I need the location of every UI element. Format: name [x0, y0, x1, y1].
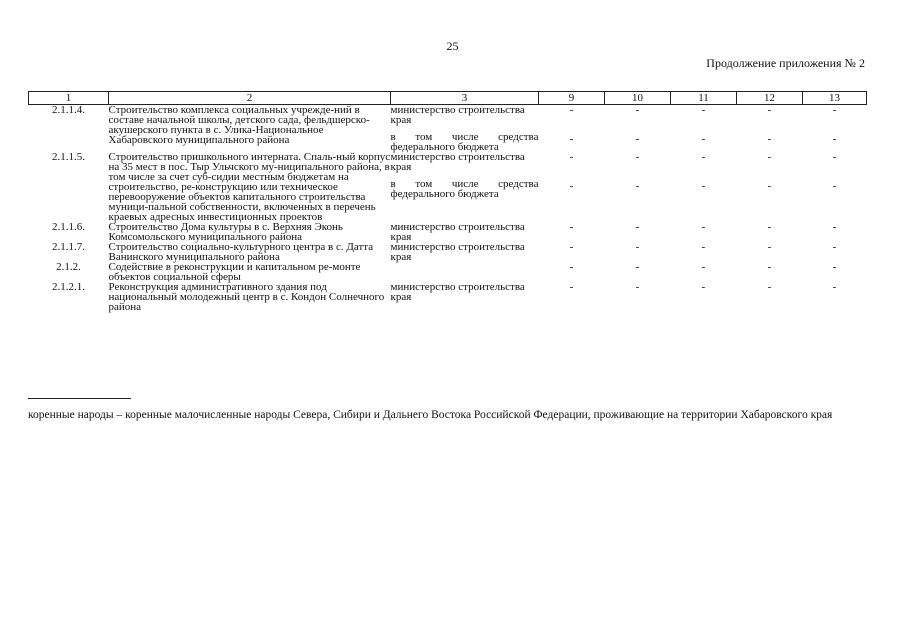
header-cell: 11	[671, 92, 737, 105]
executor-line: в том числе средства федерального бюджета	[390, 178, 539, 200]
row-name: Строительство пришкольного интерната. Спаль-ный корпус на 35 мест в пос. Тыр Ульчского му-ниципального района, в том числе за счет суб-сидии местным бюджетам на строительство, ре-конструкцию или техническое перевооружение объектов капитального строительства муници-пальной собственности, включенных в перечень краевых адресных инвестиционных проектов	[108, 151, 391, 223]
value-dash: -	[701, 151, 706, 163]
value-dash: -	[701, 104, 706, 116]
value-cell	[539, 152, 605, 222]
value-cell	[671, 152, 737, 222]
row-code: 2.1.2.1.	[52, 281, 85, 293]
header-cell: 9	[539, 92, 605, 105]
value-dash: -	[832, 281, 837, 293]
executor-line: министерство строительства края	[390, 221, 525, 243]
executor-line: министерство строительства края	[390, 241, 525, 263]
value-dash: -	[569, 261, 574, 273]
value-cell	[737, 262, 803, 282]
value-dash: -	[569, 104, 574, 116]
value-dash: -	[569, 180, 574, 192]
value-cell	[737, 152, 803, 222]
table-row	[29, 262, 867, 282]
value-dash: -	[569, 281, 574, 293]
value-cell	[803, 222, 867, 242]
continuation-label: Продолжение приложения № 2	[706, 56, 865, 70]
value-dash: -	[635, 104, 640, 116]
footnote: коренные народы – коренные малочисленные народы Севера, Сибири и Дальнего Востока Российской Федерации, проживающие на территории Хабаровского края	[28, 409, 833, 421]
value-cell	[671, 282, 737, 312]
row-executor	[391, 222, 539, 242]
table-row	[29, 282, 867, 312]
value-cell	[539, 262, 605, 282]
value-dash: -	[832, 241, 837, 253]
value-dash: -	[635, 133, 640, 145]
row-executor	[391, 282, 539, 312]
value-dash: -	[767, 241, 772, 253]
row-name: Содействие в реконструкции и капитальном ре-монте объектов социальной сферы	[108, 261, 361, 283]
value-cell	[605, 105, 671, 153]
value-cell	[605, 282, 671, 312]
row-executor	[391, 152, 539, 222]
value-cell	[737, 105, 803, 153]
row-executor	[391, 262, 539, 282]
value-cell	[803, 262, 867, 282]
value-dash: -	[635, 151, 640, 163]
value-cell	[671, 222, 737, 242]
row-code: 2.1.2.	[56, 261, 81, 273]
row-code: 2.1.1.6.	[52, 221, 85, 233]
executor-line: в том числе средства федерального бюджета	[390, 131, 539, 153]
value-cell	[605, 152, 671, 222]
value-cell	[671, 105, 737, 153]
value-cell	[539, 105, 605, 153]
row-name: Строительство социально-культурного центра в с. Датта Ванинского муниципального района	[108, 241, 374, 263]
value-dash: -	[635, 261, 640, 273]
header-cell: 2	[109, 92, 391, 105]
value-dash: -	[569, 221, 574, 233]
header-cell: 3	[391, 92, 539, 105]
value-dash: -	[569, 241, 574, 253]
value-cell	[539, 242, 605, 262]
executor-line: министерство строительства края	[390, 151, 525, 173]
header-cell: 1	[29, 92, 109, 105]
value-dash: -	[767, 281, 772, 293]
value-dash: -	[701, 241, 706, 253]
value-dash: -	[832, 180, 837, 192]
value-cell	[671, 262, 737, 282]
value-dash: -	[635, 281, 640, 293]
value-dash: -	[635, 180, 640, 192]
page-number: 25	[446, 39, 459, 53]
value-dash: -	[832, 261, 837, 273]
value-cell	[737, 222, 803, 242]
row-name: Строительство комплекса социальных учрежде-ний в составе начальной школы, детского сада, фельдшерско-акушерского пункта в с. Улика-Национальное Хабаровского муниципального района	[108, 104, 370, 146]
table-row	[29, 152, 867, 222]
program-table	[28, 91, 867, 312]
value-dash: -	[767, 133, 772, 145]
value-dash: -	[569, 133, 574, 145]
value-cell	[605, 262, 671, 282]
value-dash: -	[832, 151, 837, 163]
table-row	[29, 242, 867, 262]
header-cell: 12	[737, 92, 803, 105]
value-dash: -	[701, 261, 706, 273]
row-code: 2.1.1.5.	[52, 151, 85, 163]
value-dash: -	[832, 104, 837, 116]
header-cell: 10	[605, 92, 671, 105]
value-dash: -	[701, 281, 706, 293]
header-cell: 13	[803, 92, 867, 105]
footnote-separator	[28, 398, 131, 399]
value-cell	[605, 222, 671, 242]
row-executor	[391, 242, 539, 262]
value-cell	[539, 222, 605, 242]
table-row	[29, 105, 867, 153]
value-cell	[803, 282, 867, 312]
row-code: 2.1.1.4.	[52, 104, 85, 116]
value-dash: -	[701, 221, 706, 233]
value-dash: -	[767, 221, 772, 233]
value-dash: -	[832, 221, 837, 233]
value-dash: -	[767, 104, 772, 116]
value-cell	[605, 242, 671, 262]
value-dash: -	[767, 151, 772, 163]
value-dash: -	[635, 221, 640, 233]
executor-line: министерство строительства края	[390, 281, 525, 303]
value-cell	[803, 242, 867, 262]
value-dash: -	[701, 133, 706, 145]
row-code: 2.1.1.7.	[52, 241, 85, 253]
value-cell	[539, 282, 605, 312]
value-dash: -	[569, 151, 574, 163]
value-dash: -	[635, 241, 640, 253]
table-row	[29, 222, 867, 242]
value-cell	[737, 282, 803, 312]
value-cell	[671, 242, 737, 262]
value-dash: -	[832, 133, 837, 145]
value-dash: -	[767, 180, 772, 192]
value-cell	[803, 152, 867, 222]
executor-line: министерство строительства края	[390, 104, 525, 126]
row-name: Строительство Дома культуры в с. Верхняя Эконь Комсомольского муниципального района	[108, 221, 343, 243]
value-dash: -	[767, 261, 772, 273]
row-name: Реконструкция административного здания под национальный молодежный центр в с. Кондон Солнечного района	[108, 281, 385, 313]
value-dash: -	[701, 180, 706, 192]
value-cell	[737, 242, 803, 262]
row-executor	[391, 105, 539, 153]
value-cell	[803, 105, 867, 153]
table-header-row	[29, 92, 867, 105]
